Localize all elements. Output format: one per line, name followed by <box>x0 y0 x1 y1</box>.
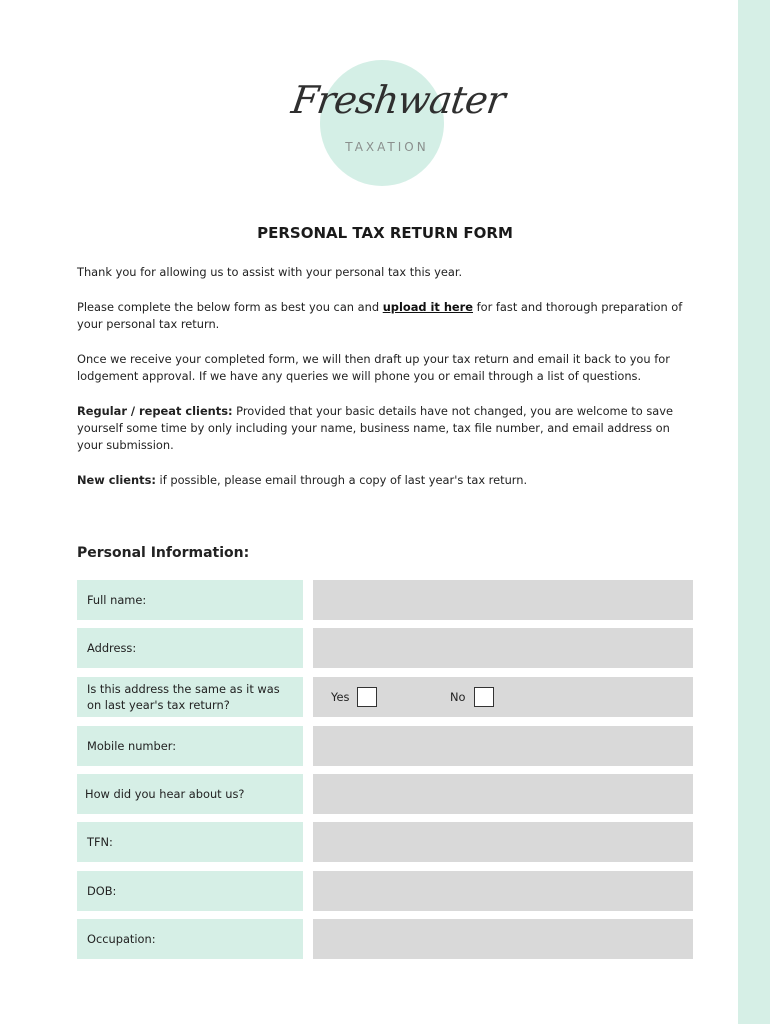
logo-sub-text: TAXATION <box>345 140 429 154</box>
same-address-label: Is this address the same as it was on last year's tax return? <box>77 677 303 717</box>
no-checkbox[interactable] <box>474 687 494 707</box>
mobile-field[interactable] <box>313 726 693 766</box>
dob-field[interactable] <box>313 871 693 911</box>
section-title-personal-information: Personal Information: <box>77 545 250 561</box>
tfn-field[interactable] <box>313 822 693 862</box>
form-row-dob <box>77 871 693 911</box>
occupation-field[interactable] <box>313 919 693 959</box>
same-address-yes-option <box>331 677 377 717</box>
intro-complete-text-end: for fast and thorough preparation of your personal tax return. <box>77 300 683 331</box>
form-row-mobile <box>77 726 693 766</box>
freshwater-logo <box>288 60 508 192</box>
yes-checkbox[interactable] <box>357 687 377 707</box>
full-name-label: Full name: <box>77 580 303 620</box>
intro-paragraph-thanks: Thank you for allowing us to assist with your personal tax this year. <box>77 265 463 279</box>
form-row-tfn <box>77 822 693 862</box>
form-row-full-name <box>77 580 693 620</box>
yes-label: Yes <box>331 690 350 704</box>
hear-about-label: How did you hear about us? <box>77 774 303 814</box>
no-label: No <box>450 690 466 704</box>
same-address-no-option <box>450 677 494 717</box>
upload-link[interactable]: upload it here <box>382 300 473 314</box>
occupation-label: Occupation: <box>77 919 303 959</box>
tfn-label: TFN: <box>77 822 303 862</box>
form-row-same-address <box>77 677 693 717</box>
form-row-occupation <box>77 919 693 959</box>
regular-clients-heading: Regular / repeat clients: <box>77 404 233 418</box>
hear-about-field[interactable] <box>313 774 693 814</box>
mobile-label: Mobile number: <box>77 726 303 766</box>
new-clients-heading: New clients: <box>77 473 156 487</box>
new-clients-text: if possible, please email through a copy of last year's tax return. <box>155 473 528 487</box>
intro-complete-text: Please complete the below form as best you can and <box>77 300 383 314</box>
address-label: Address: <box>77 628 303 668</box>
form-row-hear-about <box>77 774 693 814</box>
intro-paragraph-complete <box>77 299 697 333</box>
intro-paragraph-process: Once we receive your completed form, we will then draft up your tax return and email it back to you for lodgement approval. If we have any queries we will phone you or email through a list of questions. <box>77 352 670 383</box>
intro-text <box>77 264 697 507</box>
address-field[interactable] <box>313 628 693 668</box>
full-name-field[interactable] <box>313 580 693 620</box>
page-title: PERSONAL TAX RETURN FORM <box>257 224 513 242</box>
form-row-address <box>77 628 693 668</box>
regular-clients-text: Provided that your basic details have not changed, you are welcome to save yourself some time by only including your name, business name, tax file number, and email address on your submission. <box>77 404 673 452</box>
dob-label: DOB: <box>77 871 303 911</box>
side-stripe <box>738 0 770 1024</box>
intro-paragraph-new-clients <box>77 472 697 489</box>
logo-script-text: Freshwater <box>288 78 508 122</box>
intro-paragraph-regular-clients <box>77 403 697 454</box>
